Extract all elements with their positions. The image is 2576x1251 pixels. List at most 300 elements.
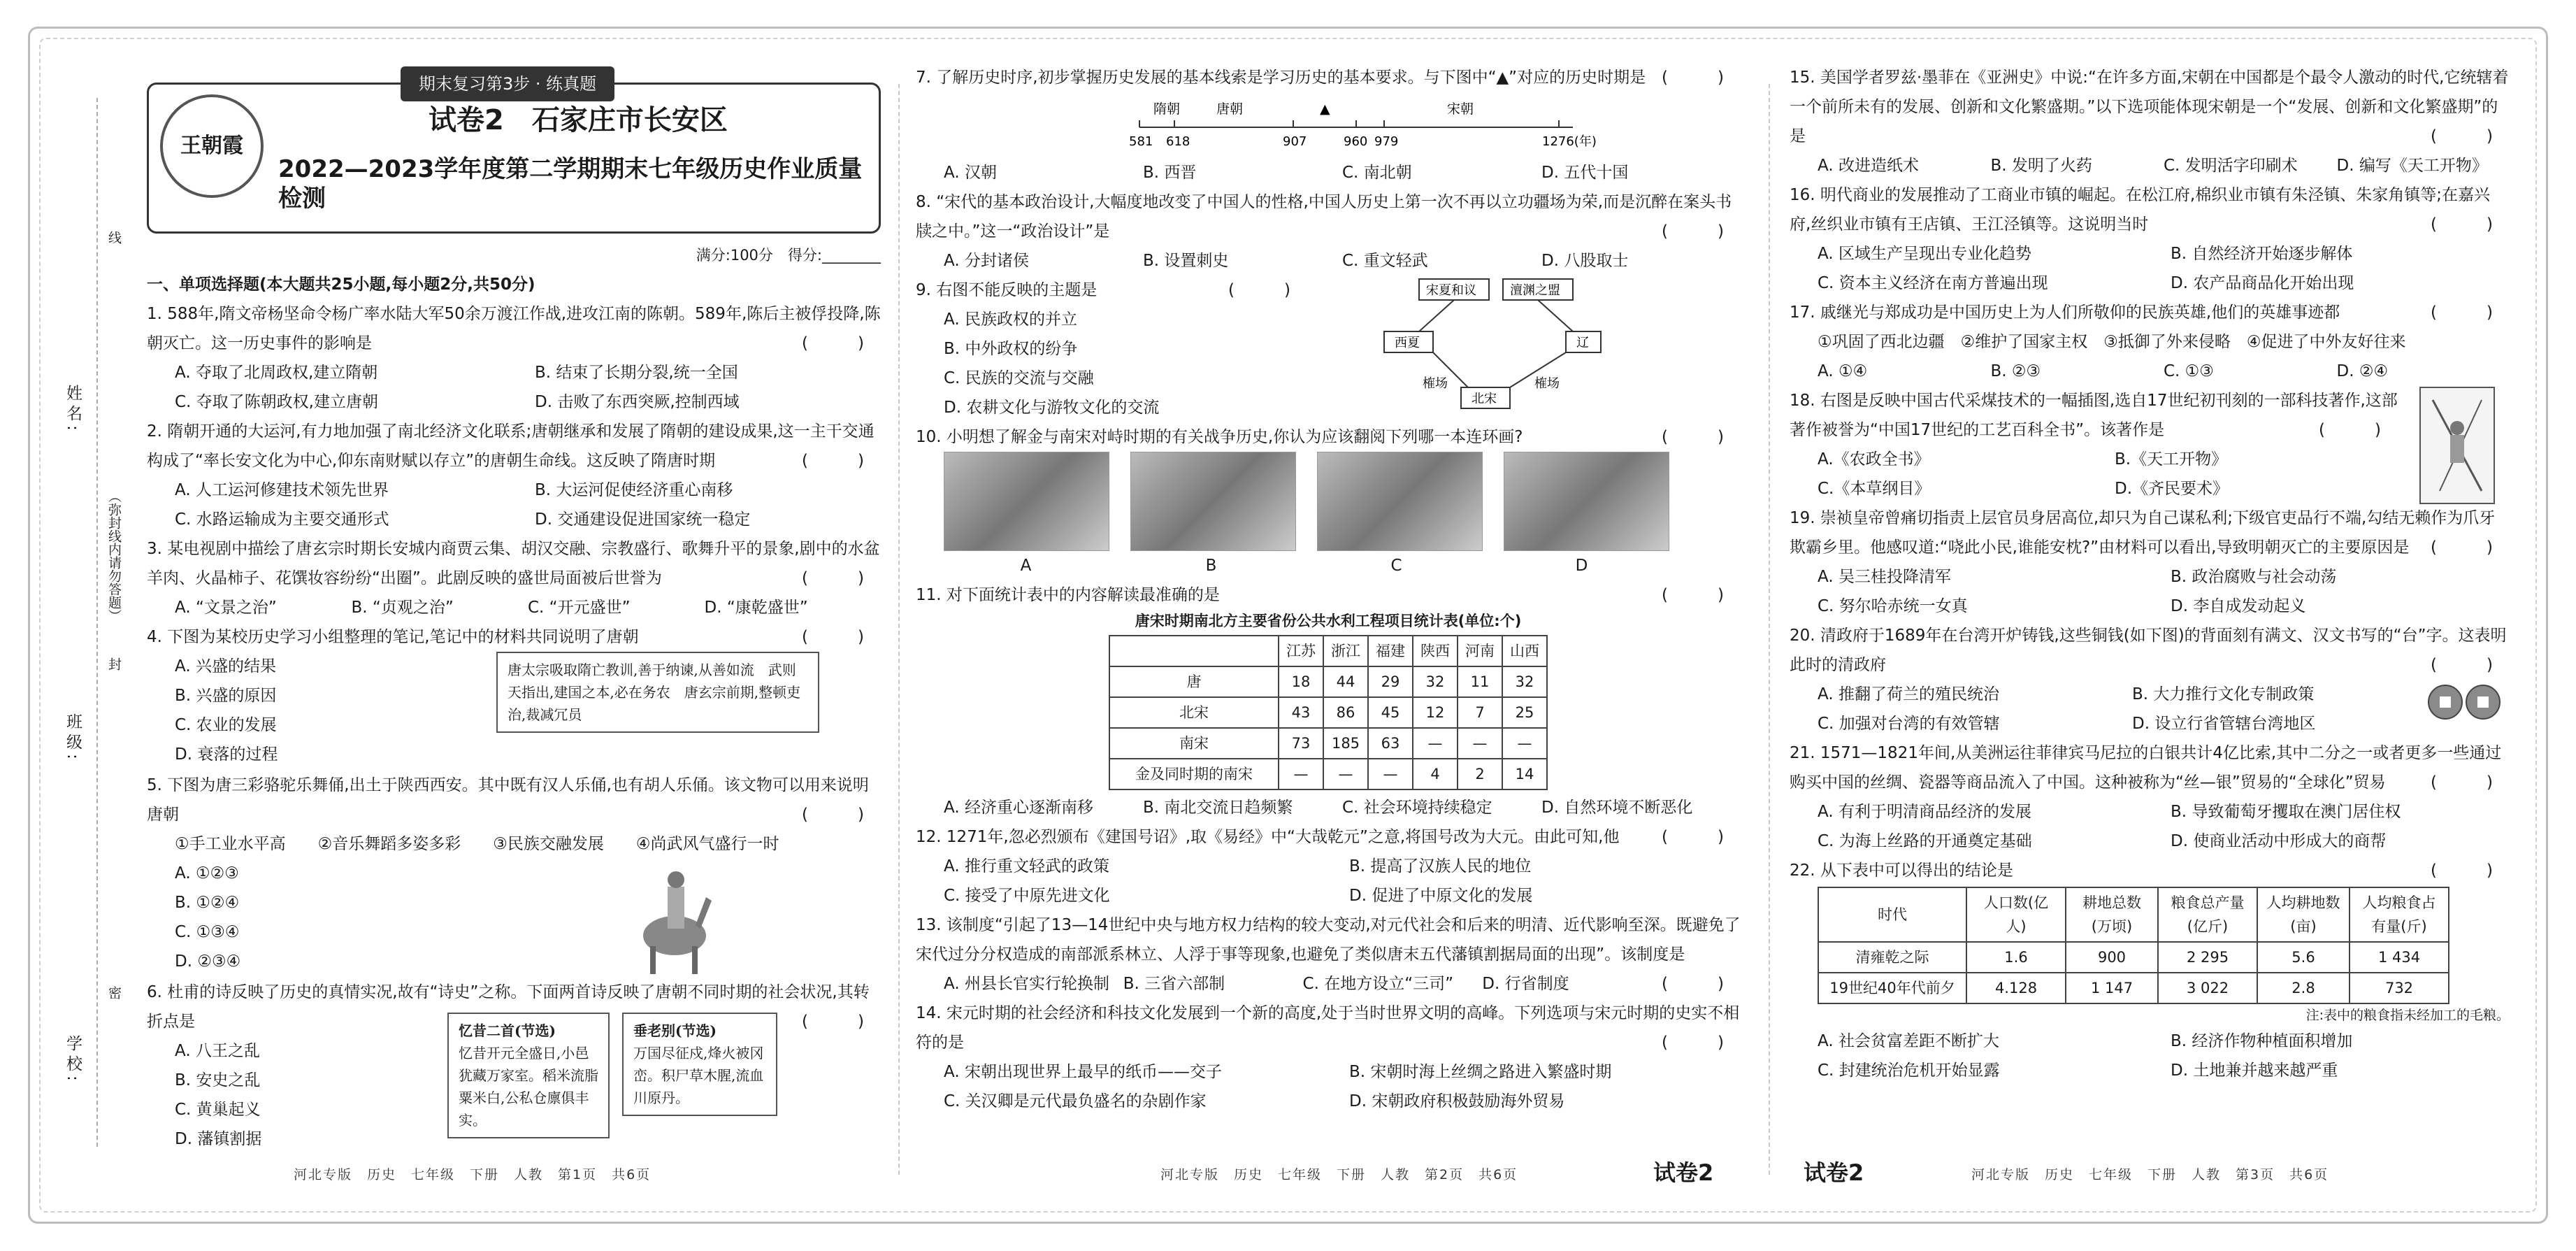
q5-items: ①手工业水平高 ②音乐舞蹈多姿多彩 ③民族交融发展 ④尚武风气盛行一时: [175, 835, 779, 853]
diagram-song-xia-peace: 宋夏和议: [1426, 283, 1476, 298]
q13-option-b[interactable]: B. 三省六部制: [1123, 975, 1225, 993]
q22-option-a[interactable]: A. 社会贫富差距不断扩大: [1818, 1032, 1999, 1050]
diagram-market-2: 榷场: [1534, 376, 1560, 391]
q3-options: [147, 593, 881, 622]
question-19: [1790, 503, 2510, 562]
paper-label-right: 试卷2: [1653, 1159, 1714, 1186]
timeline-sui: 隋朝: [1153, 101, 1181, 117]
table-cell: 86: [1323, 697, 1368, 728]
question-3: [147, 534, 881, 593]
q14-option-d[interactable]: D. 宋朝政府积极鼓励海外贸易: [1349, 1092, 1565, 1110]
table-cell: 43: [1279, 697, 1323, 728]
q11-option-a[interactable]: A. 经济重心逐渐南移: [944, 799, 1093, 817]
table-cell: 2: [1458, 759, 1502, 789]
q12-options: [916, 852, 1741, 910]
q10-option-a[interactable]: A: [1020, 557, 1032, 575]
poem-1-title: 忆昔二首(节选): [459, 1022, 556, 1039]
q10-option-d[interactable]: D: [1575, 557, 1588, 575]
q18-block: [1790, 386, 2510, 503]
table-cell: 1.6: [1966, 942, 2066, 973]
q6-block: [147, 1022, 881, 1155]
q17-option-d[interactable]: D. ②④: [2336, 362, 2389, 380]
binding-strip: [55, 98, 138, 1147]
answer-paren: ( ): [802, 1013, 881, 1031]
q21-options: [1790, 797, 2510, 856]
q2-option-c[interactable]: C. 水路运输成为主要交通形式: [175, 510, 389, 529]
q1-option-c[interactable]: C. 夺取了陈朝政权,建立唐朝: [175, 393, 378, 411]
q8-option-b[interactable]: B. 设置刺史: [1143, 252, 1229, 270]
table-row: [1109, 666, 1547, 697]
q7-option-b[interactable]: B. 西晋: [1143, 164, 1197, 182]
q19-option-a[interactable]: A. 吴三桂投降清军: [1818, 568, 1951, 586]
q13-option-c[interactable]: C. 在地方设立“三司”: [1302, 975, 1454, 993]
q22-stem: 22. 从下表中可以得出的结论是: [1790, 862, 2013, 880]
q1-options: [147, 358, 881, 417]
comic-cover-b[interactable]: [1130, 452, 1296, 551]
q22-option-b[interactable]: B. 经济作物种植面积增加: [2171, 1032, 2353, 1050]
column-divider: [898, 84, 900, 1175]
paper-label-left: 试卷2: [1804, 1159, 1864, 1186]
q18-option-b[interactable]: B.《天工开物》: [2115, 450, 2228, 469]
q15-option-a[interactable]: A. 改进造纸术: [1818, 157, 1919, 175]
year-618: 618: [1166, 134, 1190, 148]
q2-option-a[interactable]: A. 人工运河修建技术领先世界: [175, 481, 389, 499]
copper-coins-image: [2426, 681, 2503, 723]
question-18: [1790, 386, 2398, 445]
table-cell: 900: [2066, 942, 2158, 973]
name-label: 姓名:: [64, 385, 82, 435]
table-row: [1109, 697, 1547, 728]
poem-box-2: [622, 1013, 777, 1116]
answer-paren: ( ): [1662, 1034, 1741, 1052]
q4-block: [147, 652, 881, 771]
q11-options: [916, 793, 1741, 822]
q17-stem: 17. 戚继光与郑成功是中国历史上为人们所敬仰的民族英雄,他们的英雄事迹都: [1790, 303, 2340, 322]
table-header: 陕西: [1413, 636, 1458, 666]
q9-option-a[interactable]: A. 民族政权的并立: [944, 310, 1077, 329]
table-cell: 732: [2350, 973, 2449, 1003]
q4-option-a[interactable]: A. 兴盛的结果: [175, 657, 276, 675]
q18-option-c[interactable]: C.《本草纲目》: [1818, 480, 1931, 498]
table-header: [1109, 636, 1279, 666]
answer-paren: ( ): [2431, 773, 2510, 792]
q9-relation-diagram: [1363, 276, 1615, 415]
answer-paren: ( ): [2431, 656, 2510, 674]
table-header: 江苏: [1279, 636, 1323, 666]
table-cell: 12: [1413, 697, 1458, 728]
exam-header: [147, 74, 881, 234]
question-20: [1790, 621, 2510, 680]
timeline-marker: ▲: [1320, 101, 1330, 117]
table-cell: 18: [1279, 666, 1323, 697]
q13-stem: 13. 该制度“引起了13—14世纪中央与地方权力结构的较大变动,对元代社会和后来的明清、近代影响至深。既避免了宋代过分分权造成的南部派系林立、人浮于事等现象,也避免了类似唐末五代藩镇割据局面的出现”。该制度是: [916, 916, 1741, 964]
table-cell: 185: [1323, 728, 1368, 759]
camel-figurine-image: [636, 859, 713, 978]
q10-option-c[interactable]: C: [1390, 557, 1402, 575]
table-cell: 45: [1368, 697, 1413, 728]
comic-cover-c[interactable]: [1317, 452, 1483, 551]
table-cell: 7: [1458, 697, 1502, 728]
q21-stem: 21. 1571—1821年间,从美洲运往菲律宾马尼拉的白银共计4亿比索,其中二分之一或者更多一些通过购买中国的丝绸、瓷器等商品流入了中国。这种被称为“丝—银”贸易的“全球化”贸易: [1790, 744, 2502, 792]
table-cell: —: [1368, 759, 1413, 789]
table-header: 人均耕地数(亩): [2257, 887, 2350, 942]
q4-option-d[interactable]: D. 衰落的过程: [175, 745, 278, 764]
q21-option-a[interactable]: A. 有利于明清商品经济的发展: [1818, 803, 2031, 821]
table-cell: 5.6: [2257, 942, 2350, 973]
q7-timeline: [1125, 92, 1615, 148]
q5-options: [147, 859, 881, 976]
q20-option-b[interactable]: B. 大力推行文化专制政策: [2132, 685, 2315, 703]
q4-notes-box: 唐太宗吸取隋亡教训,善于纳谏,从善如流 武则天指出,建国之本,必在务农 唐玄宗前期,整顿吏治,裁减冗员: [496, 652, 819, 733]
table-cell: 3 022: [2158, 973, 2257, 1003]
answer-paren: ( ): [1662, 69, 1741, 87]
q19-stem: 19. 崇祯皇帝曾痛切指责上层官员身居高位,却只为自己谋私利;下级官吏品行不端,勾结无赖作为爪牙欺霸乡里。他感叹道:“哓此小民,谁能安枕?”由材料可以看出,导致明朝灭亡的主要原因是: [1790, 509, 2496, 557]
table-cell: 1 147: [2066, 973, 2158, 1003]
poem-1-text: 忆昔开元全盛日,小邑犹藏万家室。稻米流脂粟米白,公私仓廪俱丰实。: [459, 1045, 598, 1129]
q11-option-d[interactable]: D. 自然环境不断恶化: [1541, 799, 1693, 817]
seal-char-xian: 线: [106, 231, 122, 244]
poem-box-1: [447, 1013, 610, 1138]
table-header: 时代: [1818, 887, 1966, 942]
q7-option-c[interactable]: C. 南北朝: [1342, 164, 1412, 182]
q2-option-b[interactable]: B. 大运河促使经济重心南移: [535, 481, 733, 499]
q20-option-c[interactable]: C. 加强对台湾的有效管辖: [1818, 715, 2000, 733]
q9-stem: 9. 右图不能反映的主题是: [916, 281, 1098, 299]
seal-line-note: （弥封线内请勿答题）: [106, 489, 122, 622]
brand-logo: 王朝霞: [160, 94, 264, 198]
q12-stem: 12. 1271年,忽必烈颁布《建国号诏》,取《易经》中“大哉乾元”之意,将国号改为大元。由此可知,他: [916, 828, 1620, 846]
table-row: [1818, 942, 2449, 973]
year-581: 581: [1129, 134, 1153, 148]
table-cell: 南宋: [1109, 728, 1279, 759]
answer-paren: ( ): [802, 628, 881, 646]
q22-grain-table: [1818, 887, 2449, 1004]
table-header: 河南: [1458, 636, 1502, 666]
q7-option-d[interactable]: D. 五代十国: [1541, 164, 1629, 182]
table-cell: 2 295: [2158, 942, 2257, 973]
q6-option-a[interactable]: A. 八王之乱: [175, 1042, 260, 1060]
table-row: [1109, 759, 1547, 789]
q18-option-d[interactable]: D.《齐民要术》: [2115, 480, 2229, 498]
q22-options: [1790, 1027, 2510, 1085]
question-21: [1790, 738, 2510, 797]
table-cell: 2.8: [2257, 973, 2350, 1003]
q20-block: [1790, 621, 2510, 738]
q11-water-table: [1109, 635, 1548, 790]
diagram-xixia: 西夏: [1395, 336, 1420, 350]
q17-items: ①巩固了西北边疆 ②维护了国家主权 ③抵御了外来侵略 ④促进了中外友好往来: [1818, 333, 2406, 351]
q9-option-b[interactable]: B. 中外政权的纷争: [944, 340, 1078, 358]
q18-stem: 18. 右图是反映中国古代采煤技术的一幅插图,选自17世纪初刊刻的一部科技著作,这部著作被誉为“中国17世纪的工艺百科全书”。该著作是: [1790, 392, 2398, 439]
answer-paren: ( ): [2319, 421, 2398, 439]
question-2: [147, 417, 881, 476]
q8-stem: 8. “宋代的基本政治设计,大幅度地改变了中国人的性格,中国人历史上第一次不再以立功疆场为荣,而是沉醉在案头书牍之中。”这一“政治设计”是: [916, 193, 1732, 241]
q4-option-c[interactable]: C. 农业的发展: [175, 716, 277, 734]
column-3: [1790, 63, 2510, 1182]
question-5: [147, 771, 881, 829]
timeline-song: 宋朝: [1447, 101, 1474, 117]
q2-options: [147, 476, 881, 534]
q15-option-c[interactable]: C. 发明活字印刷术: [2164, 157, 2298, 175]
q19-option-b[interactable]: B. 政治腐败与社会动荡: [2171, 568, 2337, 586]
comic-cover-d[interactable]: [1504, 452, 1669, 551]
q18-options: [1790, 445, 2398, 503]
answer-paren: ( ): [1662, 975, 1741, 993]
exam-title: 试卷2 石家庄市长安区: [429, 104, 728, 136]
question-14: [916, 999, 1741, 1057]
answer-paren: ( ): [1662, 586, 1741, 604]
q8-options: [916, 246, 1741, 276]
table-cell: 清雍乾之际: [1818, 942, 1966, 973]
q7-option-a[interactable]: A. 汉朝: [944, 164, 997, 182]
q8-option-d[interactable]: D. 八股取士: [1541, 252, 1629, 270]
q20-option-d[interactable]: D. 设立行省管辖台湾地区: [2132, 715, 2316, 733]
table-cell: 北宋: [1109, 697, 1279, 728]
q13-options: [916, 969, 1662, 999]
coal-mining-illustration: [2419, 386, 2496, 505]
q1-stem: 1. 588年,隋文帝杨坚命令杨广率水陆大军50余万渡江作战,进攻江南的陈朝。589年,陈后主被俘投降,陈朝灭亡。这一历史事件的影响是: [147, 305, 881, 352]
footer-page-2: 河北专版 历史 七年级 下册 人教 第2页 共6页: [1160, 1167, 1518, 1182]
table-cell: 唐: [1109, 666, 1279, 697]
table-cell: —: [1502, 728, 1547, 759]
q10-stem: 10. 小明想了解金与南宋对峙时期的有关战争历史,你认为应该翻阅下列哪一本连环画?: [916, 428, 1523, 446]
q14-option-a[interactable]: A. 宋朝出现世界上最早的纸币——交子: [944, 1063, 1222, 1081]
table-cell: —: [1279, 759, 1323, 789]
class-label: 班级:: [64, 713, 82, 764]
q6-option-c[interactable]: C. 黄巢起义: [175, 1101, 261, 1119]
q14-option-c[interactable]: C. 关汉卿是元代最负盛名的杂剧作家: [944, 1092, 1207, 1110]
comic-cover-a[interactable]: [944, 452, 1109, 551]
table-row: [1818, 973, 2449, 1003]
q21-option-c[interactable]: C. 为海上丝路的开通奠定基础: [1818, 832, 2032, 850]
q5-option-b[interactable]: B. ①②④: [175, 894, 240, 912]
q11-table-title: 唐宋时期南北方主要省份公共水利工程项目统计表(单位:个): [1135, 613, 1522, 629]
diagram-northern-song: 北宋: [1472, 392, 1497, 406]
answer-paren: ( ): [2431, 303, 2510, 322]
q13-option-d[interactable]: D. 行省制度: [1482, 975, 1569, 993]
q3-option-c[interactable]: C. “开元盛世”: [528, 599, 631, 617]
q8-option-a[interactable]: A. 分封诸侯: [944, 252, 1029, 270]
year-1276: 1276(年): [1542, 134, 1597, 148]
table-header: 粮食总产量(亿斤): [2158, 887, 2257, 942]
q20-option-a[interactable]: A. 推翻了荷兰的殖民统治: [1818, 685, 1999, 703]
q9-block: [916, 276, 1741, 422]
q5-stem: 5. 下图为唐三彩骆驼乐舞俑,出土于陕西西安。其中既有汉人乐俑,也有胡人乐俑。该文物可以用来说明唐朝: [147, 776, 869, 824]
q6-option-b[interactable]: B. 安史之乱: [175, 1071, 261, 1089]
section-heading: 一、单项选择题(本大题共25小题,每小题2分,共50分): [147, 276, 535, 294]
q12-option-a[interactable]: A. 推行重文轻武的政策: [944, 857, 1109, 875]
q16-option-b[interactable]: B. 自然经济开始逐步解体: [2171, 245, 2353, 263]
table-header: 福建: [1368, 636, 1413, 666]
q9-option-d[interactable]: D. 农耕文化与游牧文化的交流: [944, 399, 1160, 417]
diagram-chanyuan-treaty: 澶渊之盟: [1510, 283, 1560, 298]
answer-paren: ( ): [2431, 538, 2510, 557]
answer-paren: ( ): [2431, 862, 2510, 880]
table-cell: —: [1413, 728, 1458, 759]
q16-option-a[interactable]: A. 区域生产呈现出专业化趋势: [1818, 245, 2031, 263]
question-16: [1790, 180, 2510, 239]
table-header: 山西: [1502, 636, 1547, 666]
question-17: [1790, 298, 2510, 327]
answer-paren: ( ): [802, 452, 881, 470]
q9-options: [916, 305, 1741, 422]
q2-option-d[interactable]: D. 交通建设促进国家统一稳定: [535, 510, 751, 529]
q11-option-c[interactable]: C. 社会环境持续稳定: [1342, 799, 1492, 817]
poem-2-text: 万国尽征戍,烽火被冈峦。积尸草木腥,流血川原丹。: [633, 1045, 764, 1106]
column-1: [147, 63, 881, 1182]
q3-option-b[interactable]: B. “贞观之治”: [351, 599, 454, 617]
question-8: [916, 187, 1741, 246]
q7-stem: 7. 了解历史时序,初步掌握历史发展的基本线索是学习历史的基本要求。与下图中“▲”对应的历史时期是: [916, 69, 1646, 87]
table-header-row: [1109, 636, 1547, 666]
diagram-liao: 辽: [1576, 336, 1589, 350]
q21-option-d[interactable]: D. 使商业活动中形成大的商帮: [2171, 832, 2387, 850]
q5-option-d[interactable]: D. ②③④: [175, 952, 241, 971]
q15-stem: 15. 美国学者罗兹·墨菲在《亚洲史》中说:“在许多方面,宋朝在中国都是个最令人激动的时代,它统辖着一个前所未有的发展、创新和文化繁盛期。”以下选项能体现宋朝是一个“发展、创新和文化繁盛期”的是: [1790, 69, 2509, 145]
q7-options: [916, 158, 1741, 187]
q4-stem: 4. 下图为某校历史学习小组整理的笔记,笔记中的材料共同说明了唐朝: [147, 628, 639, 646]
q5-block: [147, 859, 881, 978]
q4-option-b[interactable]: B. 兴盛的原因: [175, 687, 277, 705]
q11-stem: 11. 对下面统计表中的内容解读最准确的是: [916, 586, 1220, 604]
q16-option-c[interactable]: C. 资本主义经济在南方普遍出现: [1818, 274, 2048, 292]
table-cell: 金及同时期的南宋: [1109, 759, 1279, 789]
q14-options: [916, 1057, 1741, 1116]
table-cell: 1 434: [2350, 942, 2449, 973]
question-11: [916, 580, 1741, 610]
exam-subtitle: 2022—2023学年度第二学期期末七年级历史作业质量检测: [278, 155, 863, 213]
q5-option-c[interactable]: C. ①③④: [175, 923, 240, 941]
q1-option-b[interactable]: B. 结束了长期分裂,统一全国: [535, 364, 738, 382]
table-header: 耕地总数(万顷): [2066, 887, 2158, 942]
table-header-row: [1818, 887, 2449, 942]
seal-char-mi: 密: [106, 986, 122, 999]
table-header: 人均粮食占有量(斤): [2350, 887, 2449, 942]
table-cell: —: [1458, 728, 1502, 759]
q12-option-b[interactable]: B. 提高了汉族人民的地位: [1349, 857, 1532, 875]
answer-paren: ( ): [2431, 215, 2510, 234]
q16-stem: 16. 明代商业的发展推动了工商业市镇的崛起。在松江府,棉织业市镇有朱泾镇、朱家角镇等;在嘉兴府,丝织业市镇有王店镇、王江泾镇等。这说明当时: [1790, 186, 2490, 234]
question-7: [916, 63, 1741, 92]
question-12: [916, 822, 1741, 852]
q12-option-c[interactable]: C. 接受了中原先进文化: [944, 887, 1110, 905]
table-header: 浙江: [1323, 636, 1368, 666]
q10-comic-images: [916, 452, 1741, 551]
q14-option-b[interactable]: B. 宋朝时海上丝绸之路进入繁盛时期: [1349, 1063, 1612, 1081]
table-cell: 32: [1413, 666, 1458, 697]
q22-option-c[interactable]: C. 封建统治危机开始显露: [1818, 1061, 2000, 1080]
table-cell: 4: [1413, 759, 1458, 789]
q12-option-d[interactable]: D. 促进了中原文化的发展: [1349, 887, 1533, 905]
question-15: [1790, 63, 2510, 151]
q1-option-d[interactable]: D. 击败了东西突厥,控制西域: [535, 393, 740, 411]
seal-char-feng: 封: [106, 657, 122, 671]
question-10: [916, 422, 1741, 452]
timeline-tang: 唐朝: [1216, 101, 1244, 117]
q15-option-d[interactable]: D. 编写《天工开物》: [2336, 157, 2488, 175]
year-960: 960: [1344, 134, 1368, 148]
q3-stem: 3. 某电视剧中描绘了唐玄宗时期长安城内商贾云集、胡汉交融、宗教盛行、歌舞升平的景象,剧中的水盆羊肉、火晶柿子、花馔妆容纷纷“出圈”。此剧反映的盛世局面被后世誉为: [147, 540, 880, 587]
table-cell: —: [1323, 759, 1368, 789]
poem-2-title: 垂老别(节选): [633, 1022, 717, 1039]
q22-option-d[interactable]: D. 土地兼并越来越严重: [2171, 1061, 2338, 1080]
answer-paren: ( ): [1662, 428, 1741, 446]
column-2: [916, 63, 1741, 1182]
q19-option-d[interactable]: D. 李自成发动起义: [2171, 597, 2306, 615]
q6-option-d[interactable]: D. 藩镇割据: [175, 1130, 262, 1148]
q18-option-a[interactable]: A.《农政全书》: [1818, 450, 1930, 469]
q10-options: [916, 551, 1741, 580]
answer-paren: ( ): [802, 569, 881, 587]
table-row: [1109, 728, 1547, 759]
table-header: 人口数(亿人): [1966, 887, 2066, 942]
q2-stem: 2. 隋朝开通的大运河,有力地加强了南北经济文化联系;唐朝继承和发展了隋朝的建设成果,这一主干交通构成了“率长安文化为中心,仰东南财赋以存立”的唐朝生命线。这反映了隋唐时期: [147, 422, 875, 470]
q17-options: [1790, 357, 2510, 386]
q3-option-d[interactable]: D. “康乾盛世”: [704, 599, 808, 617]
q13-option-a[interactable]: A. 州县长官实行轮换制: [944, 975, 1109, 993]
score-line: 满分:100分 得分:________: [696, 247, 881, 264]
question-22: [1790, 856, 2510, 885]
question-1: [147, 299, 881, 358]
q19-options: [1790, 562, 2510, 621]
q8-option-c[interactable]: C. 重文轻武: [1342, 252, 1428, 270]
q14-stem: 14. 宋元时期的社会经济和科技文化发展到一个新的高度,处于当时世界文明的高峰。下列选项与宋元时期的史实不相符的是: [916, 1004, 1740, 1052]
q17-option-c[interactable]: C. ①③: [2164, 362, 2214, 380]
q15-options: [1790, 151, 2510, 180]
column-divider: [1769, 84, 1770, 1175]
q16-option-d[interactable]: D. 农产品商品化开始出现: [2171, 274, 2354, 292]
q9-option-c[interactable]: C. 民族的交流与交融: [944, 369, 1094, 387]
q6-stem: 6. 杜甫的诗反映了历史的真情实况,故有“诗史”之称。下面两首诗反映了唐朝不同时期的社会状况,其转折点是: [147, 983, 870, 1031]
diagram-market-1: 榷场: [1423, 376, 1448, 391]
table-cell: 44: [1323, 666, 1368, 697]
answer-paren: ( ): [802, 806, 881, 824]
seal-dashed-line: [96, 98, 98, 1147]
q10-option-b[interactable]: B: [1205, 557, 1217, 575]
table-cell: 63: [1368, 728, 1413, 759]
year-907: 907: [1283, 134, 1307, 148]
table-cell: 32: [1502, 666, 1547, 697]
question-4: [147, 622, 881, 652]
question-9: [916, 276, 1307, 305]
table-cell: 73: [1279, 728, 1323, 759]
table-cell: 19世纪40年代前夕: [1818, 973, 1966, 1003]
q20-stem: 20. 清政府于1689年在台湾开炉铸钱,这些铜钱(如下图)的背面刻有满文、汉文书写的“台”字。这表明此时的清政府: [1790, 627, 2507, 674]
answer-paren: ( ): [2431, 127, 2510, 145]
q15-option-b[interactable]: B. 发明了火药: [1990, 157, 2092, 175]
footer-page-1: 河北专版 历史 七年级 下册 人教 第1页 共6页: [294, 1167, 652, 1182]
school-label: 学校:: [64, 1035, 82, 1085]
table-cell: 11: [1458, 666, 1502, 697]
q3-option-a[interactable]: A. “文景之治”: [175, 599, 277, 617]
q1-option-a[interactable]: A. 夺取了北周政权,建立隋朝: [175, 364, 378, 382]
q17-option-a[interactable]: A. ①④: [1818, 362, 1868, 380]
year-979: 979: [1374, 134, 1399, 148]
q16-options: [1790, 239, 2510, 298]
q17-option-b[interactable]: B. ②③: [1990, 362, 2041, 380]
answer-paren: ( ): [802, 334, 881, 352]
answer-paren: ( ): [1228, 281, 1307, 299]
q5-option-a[interactable]: A. ①②③: [175, 864, 239, 882]
answer-paren: ( ): [1662, 828, 1741, 846]
review-tab: 期末复习第3步 · 练真题: [401, 66, 614, 101]
q22-table-note: 注:表中的粮食指未经加工的毛粮。: [2305, 1008, 2510, 1023]
q21-option-b[interactable]: B. 导致葡萄牙攫取在澳门居住权: [2171, 803, 2401, 821]
answer-paren: ( ): [1662, 222, 1741, 241]
q19-option-c[interactable]: C. 努尔哈赤统一女真: [1818, 597, 1968, 615]
q11-option-b[interactable]: B. 南北交流日趋频繁: [1143, 799, 1293, 817]
table-cell: 4.128: [1966, 973, 2066, 1003]
